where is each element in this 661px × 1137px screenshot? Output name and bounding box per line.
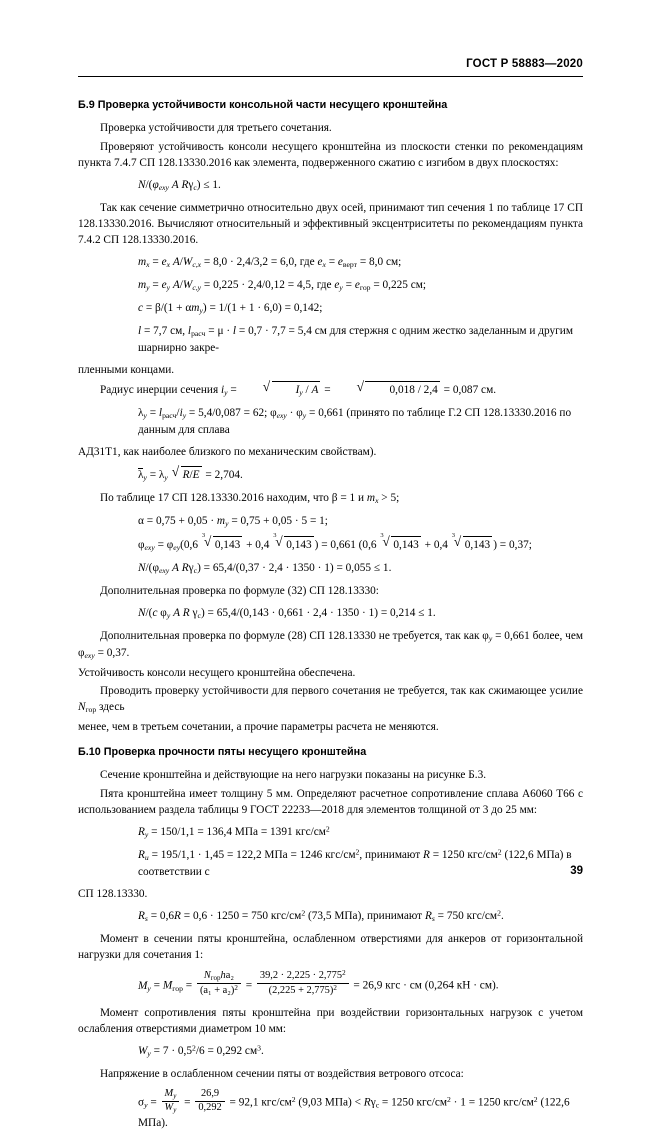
paragraph-b9-1: Проверка устойчивости для третьего сочетания. bbox=[100, 122, 332, 135]
equation-My: $M_y = M_{гор}$ = $\frac{N_{гор}ha_2}{(a_1 + a_2)^2}$ = $\frac{39,2 \cdot 2,225 \cdot 2,775^2}{(2,225 + 2,775)^2}$ = 26,9 кгс · см (0,264 кН · см). bbox=[138, 969, 499, 997]
equation-Wy: $W_y = 7 \cdot 0,5^2/6 = 0,292$ $см^3$. bbox=[138, 1043, 264, 1058]
paragraph-section-modulus: Момент сопротивления пяты кронштейна при воздействии горизонтальных нагрузок с учетом ослабления отверстиями диаметром 10 мм: bbox=[78, 1006, 583, 1035]
paragraph-table17: По таблице 17 СП 128.13330.2016 находим, что β = 1 и $m_x > 5$; bbox=[100, 492, 400, 506]
paragraph-b9-2: Проверяют устойчивость консоли несущего кронштейна из плоскости стенки по рекомендациям пункта 7.4.7 СП 128.13330.2016 как элемента, подверженного сжатию с изгибом в двух плоскостях: bbox=[78, 140, 583, 169]
paragraph-moment-section: Момент в сечении пяты кронштейна, ослабленном отверстиями для анкеров от горизонтальной нагрузки для сочетания 1: bbox=[78, 933, 583, 962]
equation-stability-check: $N/(\varphi_{exy}$ A $R\gamma_c) \le 1$. bbox=[138, 178, 221, 193]
paragraph-b9-hyphen-end: пленными концами. bbox=[78, 364, 175, 377]
section-heading-b10: Б.10 Проверка прочности пяты несущего кронштейна bbox=[78, 746, 367, 759]
equation-N-check-2: N/(c $\varphi_y$ A R $\gamma_c) = 65,4/(0,143 \cdot 0,661 \cdot 2,4 \cdot 1350 \cdot 1) = 0,214 \le 1$. bbox=[138, 607, 436, 621]
paragraph-b10-1: Сечение кронштейна и действующие на него нагрузки показаны на рисунке Б.3. bbox=[100, 769, 487, 782]
paragraph-b10-2: Пята кронштейна имеет толщину 5 мм. Определяют расчетное сопротивление сплава А6060 Т66 с использованием раздела таблицы 9 ГОСТ 22233—2018 для элементов толщиной от 3 до 25 мм: bbox=[78, 787, 583, 816]
section-heading-b9: Б.9 Проверка устойчивости консольной части несущего кронштейна bbox=[78, 99, 448, 111]
equation-Rs: $R_s = 0,6R = 0,6 \cdot 1250 = 750$ кгс/$см^2$ (73,5 МПа), принимают $R_s = 750$ кгс/$см^2$. bbox=[138, 908, 504, 924]
paragraph-first-combination-cont: менее, чем в третьем сочетании, а прочие параметры расчета не меняются. bbox=[78, 720, 439, 733]
equation-my: $m_y = e_y$ $A/W_{c,y} = 0,225 \cdot 2,4/0,12 = 4,5$, где $e_y = e_{гор} = 0,225$ см; bbox=[138, 279, 427, 293]
equation-sigma: $\sigma_y$ = $\frac{M_y}{W_y}$ = $\frac{26,9}{0,292}$ = 92,1 кгс/$см^2$ (9,03 $МПа) < R\gamma_c = 1250$ кгс/$см^2 \cdot 1 = 1250$ кгс/$см^2$ (122,6 МПа). bbox=[138, 1087, 570, 1129]
equation-lambda-bar: $\lambda_y = \lambda_y$ √ R/E = 2,704. bbox=[78, 466, 583, 484]
equation-alpha: $\alpha = 0,75 + 0,05 \cdot m_y = 0,75 + 0,05 \cdot 5 = 1$; bbox=[138, 515, 328, 529]
paragraph-b9-3: Так как сечение симметрично относительно двух осей, принимают тип сечения 1 по таблице 17 СП 128.13330.2016. Вычисляют относительный и эффективный эксцентриситеты по рекомендациям пункта 7.4.2 СП 128.13330.2016. bbox=[78, 201, 583, 247]
equation-c: $c = \beta/(1 + \alpha m_y) = 1/(1 + 1 \cdot 6,0) = 0,142$; bbox=[138, 302, 323, 316]
paragraph-alloy-note: АД31Т1, как наиболее близкого по механическим свойствам). bbox=[78, 445, 377, 458]
equation-mx: $m_x = e_x$ $A/W_{c,x} = 8,0 \cdot 2,4/3,2 = 6,0$, где $e_x = e_{верт} = 8,0$ см; bbox=[138, 256, 402, 270]
equation-lambda: $\lambda_y = l_{расч}/i_y = 5,4/0,087 = 62$; $\varphi_{exy} \cdot \varphi_y = 0,661$ (принято по таблице Г.2 СП 128.13330.2016 по данным для сплава bbox=[138, 406, 572, 436]
equation-Ry: $R_y = 150/1,1 = 136,4$ МПа = 1391 кгс/$см^2$ bbox=[138, 824, 330, 840]
paragraph-stability-ensured: Устойчивость консоли несущего кронштейна обеспечена. bbox=[78, 666, 356, 679]
page-content bbox=[78, 88, 583, 1137]
header-divider bbox=[78, 76, 583, 77]
paragraph-Ru-cont: СП 128.13330. bbox=[78, 888, 148, 901]
paragraph-radius-of-inertia: Радиус инерции сечения $i_y$ = √ $I_y$ / A = √ 0,018 / 2,4 = 0,087 см. bbox=[78, 381, 583, 399]
paragraph-extra-check-28: Дополнительная проверка по формуле (28) СП 128.13330 не требуется, так как $\varphi_y = 0,661$ более, чем $\varphi_{exy} = 0,37$. bbox=[78, 630, 583, 661]
paragraph-extra-check-32: Дополнительная проверка по формуле (32) СП 128.13330: bbox=[100, 585, 379, 598]
paragraph-first-combination: Проводить проверку устойчивости для первого сочетания не требуется, так как сжимающее усилие $N_{гор}$ здесь bbox=[78, 685, 583, 715]
equation-phi-exy: $\varphi_{exy} = \varphi_{ey}(0,6$ √ 0,143 3 + 0,4 √ 0,143 3 ) = 0,661 (0,6 √ 0,143 3 + 0,4 √ 0,143 3 ) = 0,37; bbox=[78, 536, 583, 554]
equation-N-check: $N/(\varphi_{exy}$ A $R\gamma_c) = 65,4/(0,37 \cdot 2,4 \cdot 1350 \cdot 1) = 0,055 \le 1$. bbox=[138, 562, 392, 576]
equation-length: l = 7,7 см, $l_{расч} = \mu \cdot l = 0,7 \cdot 7,7 = 5,4$ см для стержня с одним жестко заделанным и другим шарнирно закре- bbox=[138, 325, 573, 355]
page-header-standard: ГОСТ Р 58883—2020 bbox=[466, 58, 583, 70]
paragraph-stress: Напряжение в ослабленном сечении пяты от воздействия ветрового отсоса: bbox=[100, 1067, 464, 1080]
equation-Ru: $R_u = 195/1,1 \cdot 1,45 = 122,2$ МПа = 1246 кгс/$см^2$, принимают R = 1250 кгс/$см^2$ (122,6 МПа) в соответствии с bbox=[138, 847, 572, 879]
page-number: 39 bbox=[570, 865, 583, 877]
